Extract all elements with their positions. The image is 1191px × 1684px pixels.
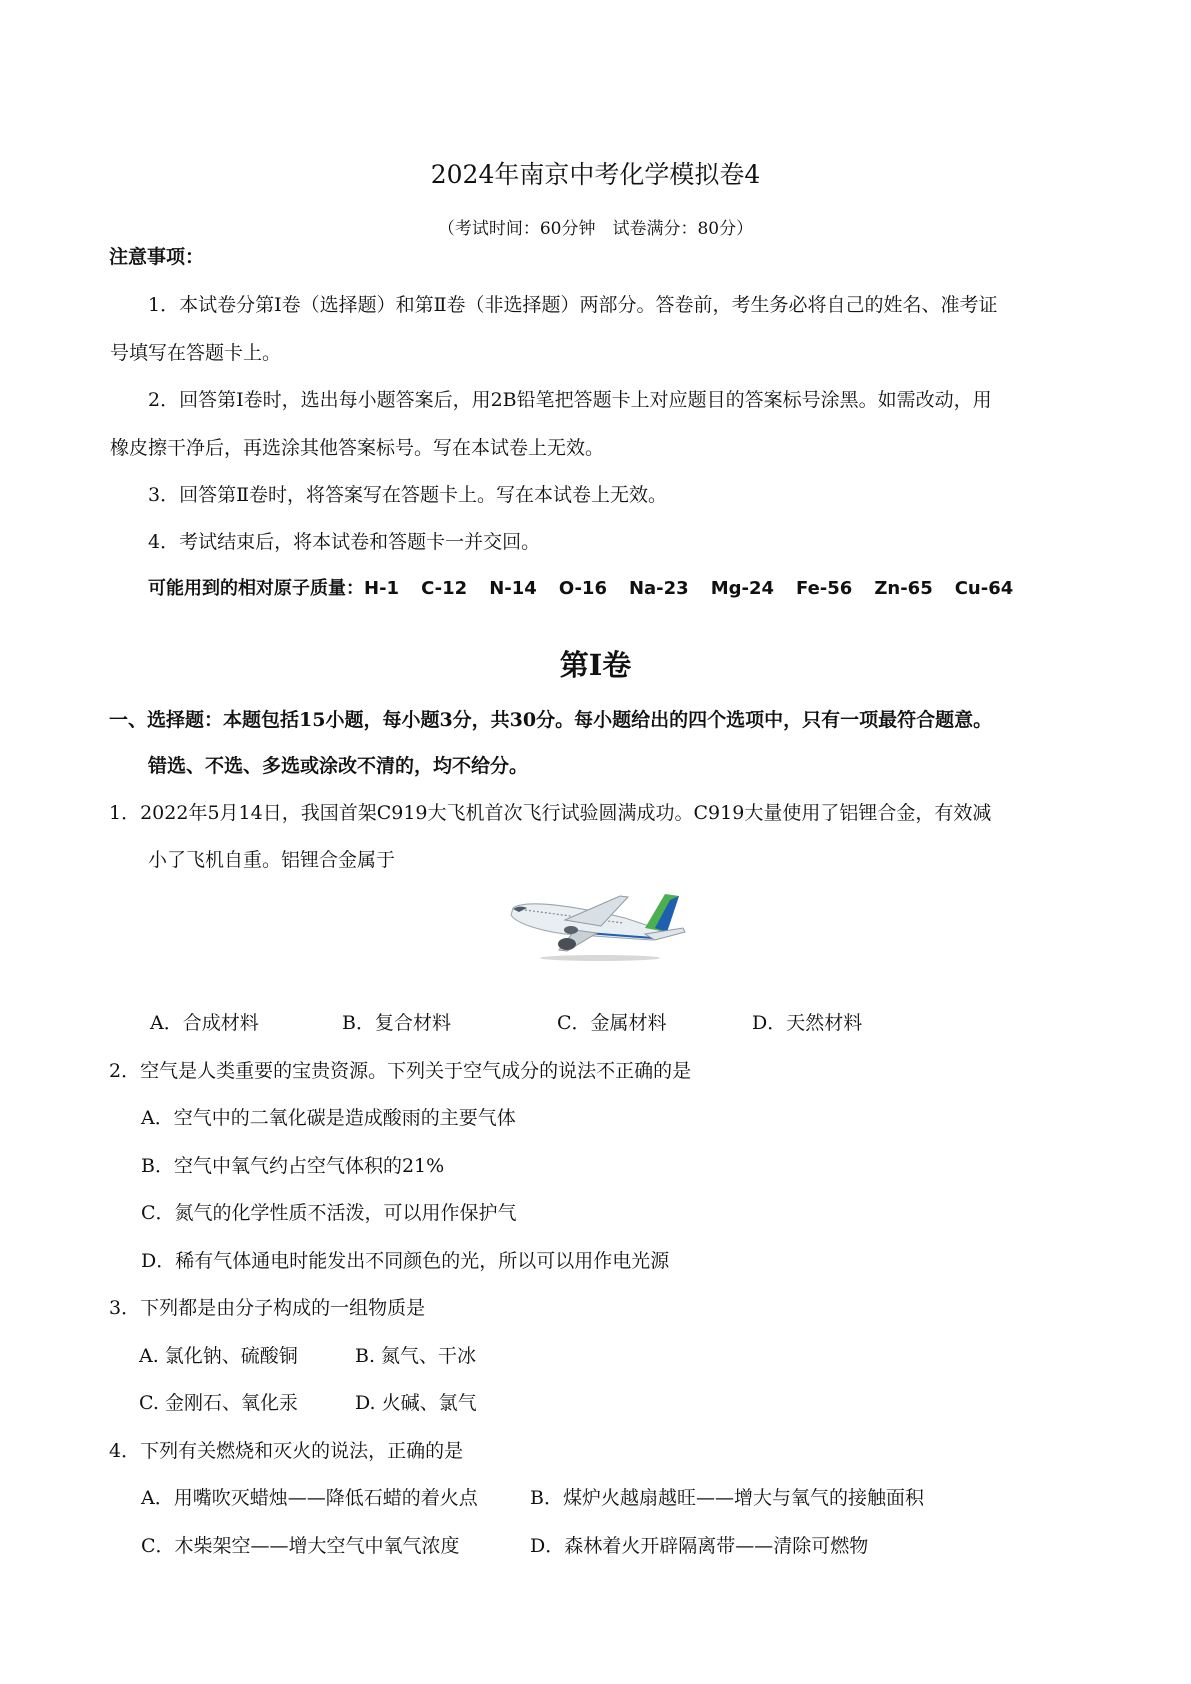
atomic-mass-na: Na-23 xyxy=(628,578,689,599)
question-3-stem: 3．下列都是由分子构成的一组物质是 xyxy=(109,1297,426,1319)
question-3-option-b[interactable]: B. 氮气、干冰 xyxy=(355,1345,477,1367)
question-2-option-a[interactable]: A．空气中的二氧化碳是造成酸雨的主要气体 xyxy=(141,1107,516,1129)
question-4-option-b[interactable]: B．煤炉火越扇越旺——增大与氧气的接触面积 xyxy=(530,1487,924,1509)
notes-item-2-line-2: 橡皮擦干净后，再选涂其他答案标号。写在本试卷上无效。 xyxy=(110,437,605,459)
atomic-mass-mg: Mg-24 xyxy=(710,578,775,599)
question-4-option-a[interactable]: A．用嘴吹灭蜡烛——降低石蜡的着火点 xyxy=(141,1487,478,1509)
notes-item-4: 4．考试结束后，将本试卷和答题卡一并交回。 xyxy=(148,531,541,553)
section-instruction-line-1: 一、选择题：本题包括15小题，每小题3分，共30分。每小题给出的四个选项中，只有一项最符合题意。 xyxy=(109,709,993,731)
atomic-masses-row xyxy=(148,576,1035,602)
atomic-mass-cu: Cu-64 xyxy=(954,578,1014,599)
question-4-options-row-1 xyxy=(141,1485,924,1511)
atomic-mass-o: O-16 xyxy=(558,578,607,599)
notes-heading: 注意事项： xyxy=(109,246,205,268)
question-1-stem-line-1: 1．2022年5月14日，我国首架C919大飞机首次飞行试验圆满成功。C919大量使用了铝锂合金，有效减 xyxy=(109,802,992,824)
question-1-option-b[interactable]: B．复合材料 xyxy=(342,1012,451,1034)
atomic-mass-h: H-1 xyxy=(364,578,400,599)
question-2-option-b[interactable]: B．空气中氧气约占空气体积的21% xyxy=(141,1155,445,1177)
atomic-masses-label: 可能用到的相对原子质量： xyxy=(148,578,364,599)
section-title: 第Ⅰ卷 xyxy=(559,648,632,682)
atomic-mass-zn: Zn-65 xyxy=(874,578,933,599)
atomic-mass-c: C-12 xyxy=(421,578,468,599)
section-instruction-line-2: 错选、不选、多选或涂改不清的，均不给分。 xyxy=(148,755,529,777)
notes-item-1-line-1: 1．本试卷分第Ⅰ卷（选择题）和第Ⅱ卷（非选择题）两部分。答卷前，考生务必将自己的姓名、准考证 xyxy=(148,294,998,316)
question-3-options-row-1 xyxy=(139,1343,476,1369)
question-3-option-c[interactable]: C. 金刚石、氧化汞 xyxy=(139,1392,298,1414)
atomic-mass-fe: Fe-56 xyxy=(796,578,853,599)
question-1-option-c[interactable]: C．金属材料 xyxy=(557,1012,667,1034)
question-2-option-d[interactable]: D．稀有气体通电时能发出不同颜色的光，所以可以用作电光源 xyxy=(141,1250,670,1272)
question-3-option-d[interactable]: D. 火碱、氯气 xyxy=(355,1392,477,1414)
exam-title: 2024年南京中考化学模拟卷4 xyxy=(430,160,761,189)
notes-item-1-line-2: 号填写在答题卡上。 xyxy=(110,342,282,364)
question-4-option-d[interactable]: D．森林着火开辟隔离带——清除可燃物 xyxy=(530,1535,869,1557)
question-4-options-row-2 xyxy=(141,1533,868,1559)
question-1-option-d[interactable]: D．天然材料 xyxy=(752,1012,863,1034)
question-4-stem: 4．下列有关燃烧和灭火的说法，正确的是 xyxy=(109,1440,464,1462)
atomic-mass-n: N-14 xyxy=(489,578,537,599)
question-3-options-row-2 xyxy=(139,1390,477,1416)
notes-item-3: 3．回答第Ⅱ卷时，将答案写在答题卡上。写在本试卷上无效。 xyxy=(148,484,668,506)
question-2-option-c[interactable]: C．氮气的化学性质不活泼，可以用作保护气 xyxy=(141,1202,517,1224)
airplane-c919-picture xyxy=(505,888,695,962)
question-4-option-c[interactable]: C．木柴架空——增大空气中氧气浓度 xyxy=(141,1535,460,1557)
question-3-option-a[interactable]: A. 氯化钠、硫酸铜 xyxy=(139,1345,298,1367)
notes-item-2-line-1: 2．回答第Ⅰ卷时，选出每小题答案后，用2B铅笔把答题卡上对应题目的答案标号涂黑。如需改动，用 xyxy=(148,389,992,411)
question-2-stem: 2．空气是人类重要的宝贵资源。下列关于空气成分的说法不正确的是 xyxy=(109,1060,692,1082)
exam-subtitle: （考试时间：60分钟 试卷满分：80分） xyxy=(437,219,754,239)
question-1-options xyxy=(150,1010,862,1036)
question-1-option-a[interactable]: A．合成材料 xyxy=(150,1012,259,1034)
question-1-stem-line-2: 小了飞机自重。铝锂合金属于 xyxy=(148,849,396,871)
